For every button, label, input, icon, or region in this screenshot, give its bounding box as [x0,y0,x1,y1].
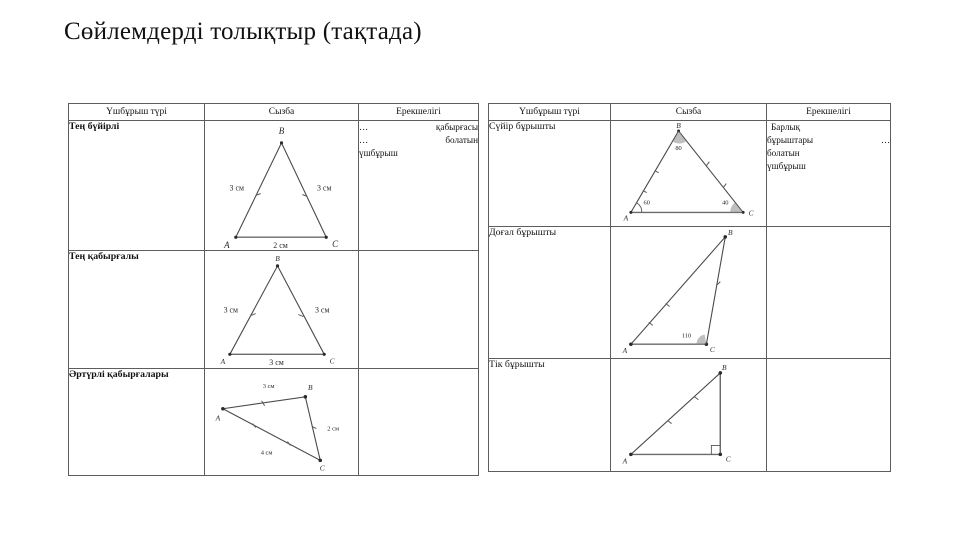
header-feature: Ерекшелігі [359,104,479,121]
side-label-right: 3 см [314,305,330,315]
right-triangle-svg [611,359,766,470]
side-label-ab: 3 см [262,383,275,391]
row-label-scalene-text: Әртүрлі қабырғалары [69,369,169,381]
side-label-right: 3 см [316,183,332,193]
table-row [489,359,891,471]
row-label-scalene [69,369,205,475]
vertex-label-c: C [725,454,731,464]
table-row [489,227,891,359]
feature-cell-right-angled [767,359,891,471]
figure-obtuse-triangle [611,227,767,359]
vertex-label-a: A [623,213,629,223]
vertex-label-a: A [215,414,221,424]
feature-cell-equilateral [359,251,479,369]
vertex-label-b: B [278,125,285,136]
figure-equilateral-triangle [205,251,359,369]
side-label-left: 3 см [229,183,245,193]
table-header-row [69,104,479,121]
angle-label-c: 40 [722,199,729,207]
header-feature: Ерекшелігі [767,104,891,121]
feature-word-1: Барлық [771,122,801,132]
row-label-acute: Сүйір бұрышты [489,121,611,227]
feature-cell-obtuse [767,227,891,359]
feature-cell-isosceles [359,121,479,251]
feature-word-3: болатын [767,148,800,159]
feature-cell-acute [767,121,891,227]
figure-scalene-triangle [205,369,359,475]
right-triangle-table [488,103,891,472]
acute-triangle-svg [611,121,766,226]
header-drawing: Сызба [205,104,359,121]
feature-word-4: үшбұрыш [767,161,806,172]
feature-word-2: бұрыштары [767,135,814,146]
figure-acute-triangle [611,121,767,227]
angle-label-c: 110 [681,332,692,340]
table-row [69,369,479,475]
side-label-ac: 4 см [260,449,273,457]
vertex-label-c: C [319,463,325,473]
vertex-label-a: A [220,357,226,367]
feature-word-3: үшбұрыш [359,148,398,159]
vertex-label-b: B [676,121,681,130]
feature-ellipsis: … [880,135,890,146]
page-title: Сөйлемдерді толықтыр (тақтада) [64,18,422,45]
vertex-label-c: C [748,208,754,218]
side-label-base: 3 см [269,358,284,368]
header-triangle-type: Үшбұрыш түрі [489,104,611,121]
row-label-obtuse: Доғал бұрышты [489,227,611,359]
feature-ellipsis-2: … [359,135,369,146]
angle-label-a: 60 [643,199,650,207]
table-row [489,121,891,227]
vertex-label-b: B [721,363,727,373]
vertex-label-a: A [224,240,230,251]
vertex-label-c: C [329,356,335,366]
vertex-label-b: B [308,383,313,393]
table-header-row [489,104,891,121]
feature-word-1: қабырғасы [435,122,478,132]
feature-cell-scalene [359,369,479,475]
feature-word-2: болатын [445,135,478,146]
side-label-base: 2 см [273,241,288,251]
header-drawing: Сызба [611,104,767,121]
left-triangle-table [68,103,479,476]
isosceles-triangle-svg [205,121,358,250]
side-label-bc: 2 см [327,425,340,433]
feature-ellipsis-1: … [359,122,369,132]
row-label-isosceles: Тең бүйірлі [69,121,205,251]
vertex-label-b: B [275,254,280,264]
vertex-label-c: C [709,345,715,355]
row-label-equilateral: Тең қабырғалы [69,251,205,369]
obtuse-triangle-svg [611,227,766,358]
row-label-right-angled: Тік бұрышты [489,359,611,471]
vertex-label-a: A [622,456,628,466]
equilateral-triangle-svg [205,251,358,368]
figure-right-triangle [611,359,767,471]
vertex-label-c: C [332,239,339,250]
table-row [69,121,479,251]
scalene-triangle-svg [205,369,358,474]
angle-label-b: 80 [675,144,682,152]
header-triangle-type: Үшбұрыш түрі [69,104,205,121]
vertex-label-a: A [622,346,628,356]
figure-isosceles-triangle [205,121,359,251]
side-label-left: 3 см [223,305,239,315]
vertex-label-b: B [727,228,733,238]
table-row [69,251,479,369]
